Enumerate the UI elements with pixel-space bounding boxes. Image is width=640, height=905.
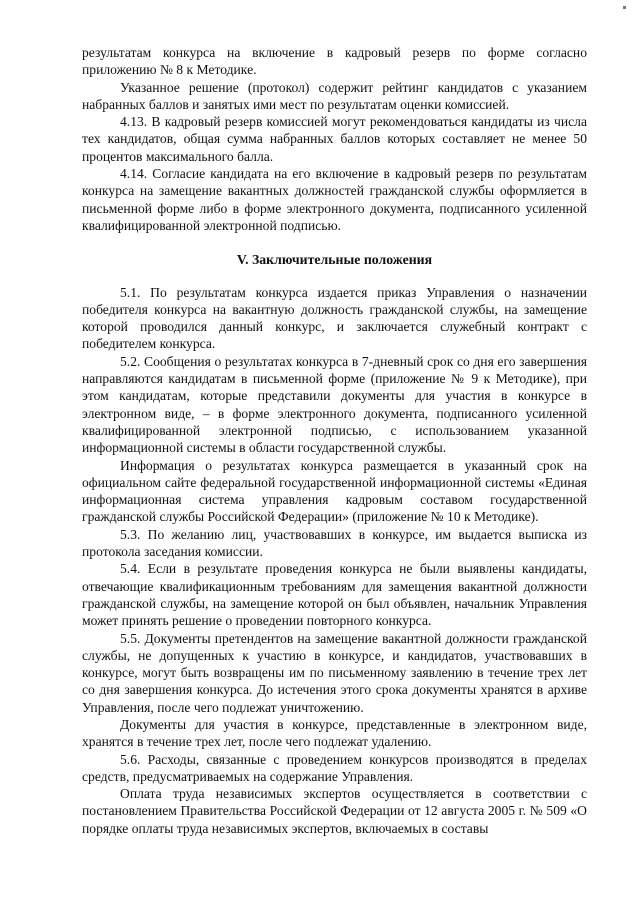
paragraph: Оплата труда независимых экспертов осуществляется в соответствии с постановлением Правительства Российской Федерации от 12 августа 2005 г. № 509 «О порядке оплаты труда независимых экспертов, включаемых в составы <box>82 786 587 836</box>
paragraph: Документы для участия в конкурсе, представленные в электронном виде, хранятся в течение трех лет, после чего подлежат удалению. <box>82 716 587 750</box>
paragraph-5-4: 5.4. Если в результате проведения конкурса не были выявлены кандидаты, отвечающие квалификационным требованиям для замещения вакантной должности гражданской службы, на замещение которой он был объявлен, начальник Управления может принять решение о проведении повторного конкурса. <box>82 561 587 629</box>
paragraph-5-5: 5.5. Документы претендентов на замещение вакантной должности гражданской службы, не допущенных к участию в конкурсе, и кандидатов, участвовавших в конкурсе, могут быть возвращены им по письменному заявлению в течение трех лет со дня завершения конкурса. До истечения этого срока документы хранятся в архиве Управления, после чего подлежат уничтожению. <box>82 630 587 715</box>
section-heading: V. Заключительные положения <box>236 252 433 268</box>
paragraph-4-14: 4.14. Согласие кандидата на его включение в кадровый резерв по результатам конкурса на замещение вакантных должностей гражданской службы оформляется в письменной форме либо в форме электронного документа, подписанного усиленной квалифицированной электронной подписью. <box>82 166 587 233</box>
scan-speck <box>623 6 626 9</box>
paragraph-4-13: 4.13. В кадровый резерв комиссией могут рекомендоваться кандидаты из числа тех кандидатов, общая сумма набранных баллов которых составляет не менее 50 процентов максимального балла. <box>82 114 587 164</box>
paragraph-5-6: 5.6. Расходы, связанные с проведением конкурсов производятся в пределах средств, предусматриваемых на содержание Управления. <box>82 751 587 784</box>
document-page <box>82 44 587 837</box>
paragraph: Информация о результатах конкурса размещается в указанный срок на официальном сайте федеральной государственной информационной системы «Единая информационная система управления кадровым составом государственной гражданской службы Российской Федерации» (приложение № 10 к Методике). <box>82 457 587 525</box>
paragraph-5-3: 5.3. По желанию лиц, участвовавших в конкурсе, им выдается выписка из протокола заседания комиссии. <box>82 526 587 560</box>
paragraph-5-1: 5.1. По результатам конкурса издается приказ Управления о назначении победителя конкурса на вакантную должность гражданской службы, на замещение которой проводился данный конкурс, и заключается служебный контракт с победителем конкурса. <box>82 284 587 352</box>
paragraph-continued: результатам конкурса на включение в кадровый резерв по форме согласно приложению № 8 к Методике. <box>82 45 587 78</box>
paragraph-5-2: 5.2. Сообщения о результатах конкурса в 7-дневный срок со дня его завершения направляются кандидатам в письменной форме (приложение № 9 к Методике), при этом кандидатам, которые представили документы для участия в конкурсе в электронном виде, – в форме электронного документа, подписанного усиленной квалифицированной электронной подписью, с использованием указанной информационной системы в области государственной службы. <box>82 353 587 456</box>
paragraph: Указанное решение (протокол) содержит рейтинг кандидатов с указанием набранных баллов и занятых ими мест по результатам оценки комиссией. <box>82 79 587 112</box>
